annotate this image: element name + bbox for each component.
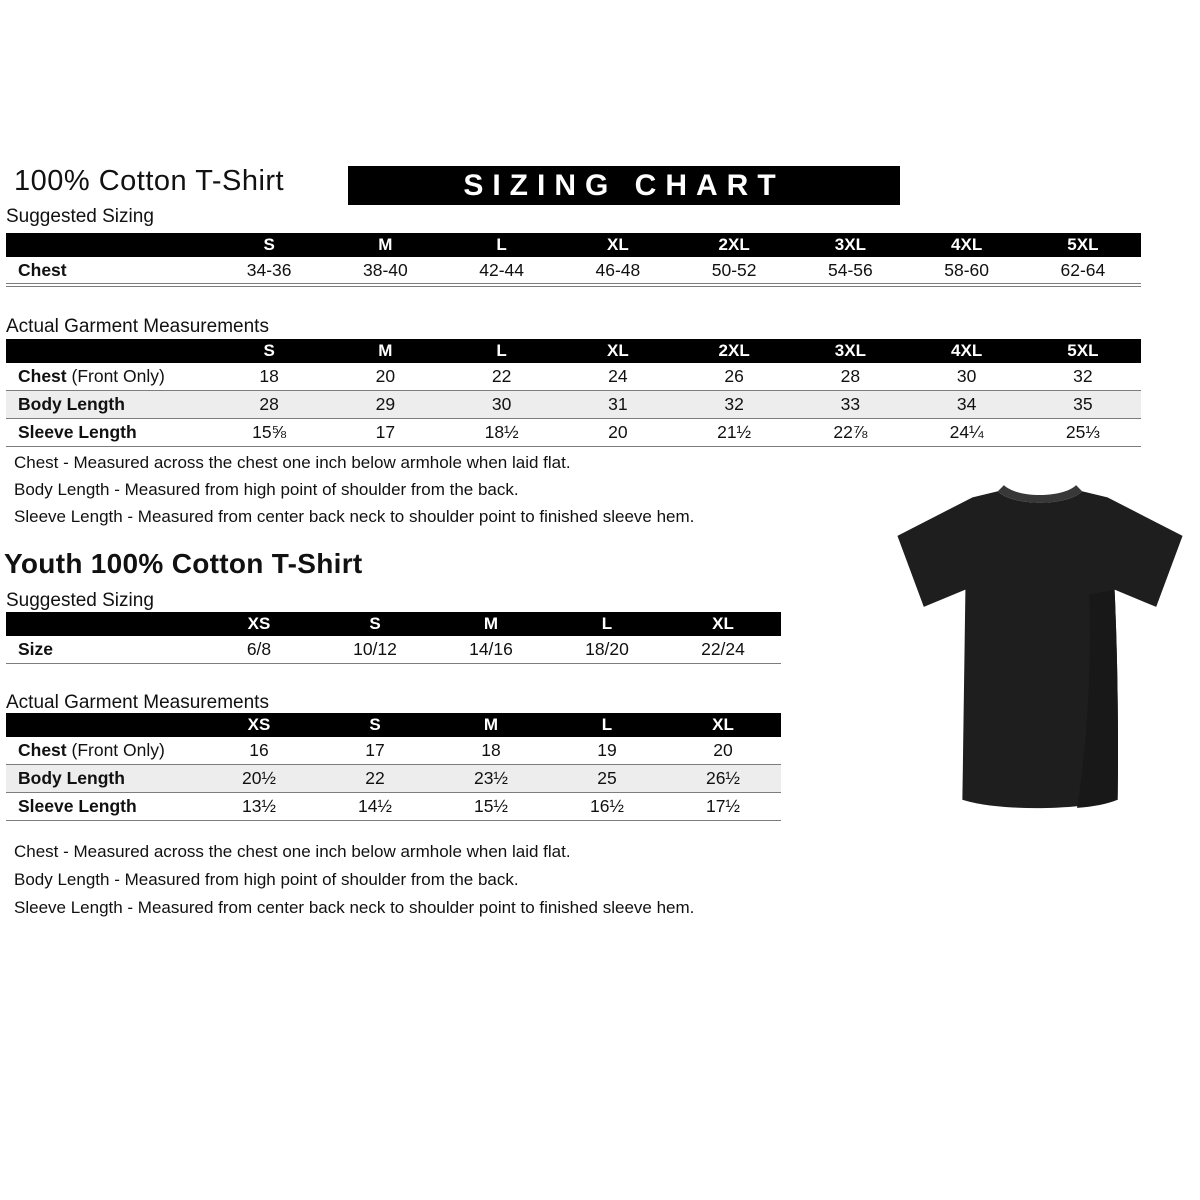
sizing-chart-banner: SIZING CHART: [348, 166, 900, 205]
table-row-sleeve-length: [6, 793, 781, 821]
size-col-header: 4XL: [951, 341, 983, 360]
row-label: Size: [18, 639, 54, 659]
size-col-header: M: [483, 614, 499, 633]
size-col-header: 3XL: [834, 341, 866, 360]
measurement-cell: 10/12: [353, 639, 397, 659]
measurement-cell: 34-36: [246, 259, 292, 280]
measurement-cell: 16½: [589, 796, 625, 816]
youth-actual-table: [6, 713, 781, 821]
row-label: Body Length: [18, 394, 125, 414]
measurement-cell: 14½: [357, 796, 393, 816]
adult-note-chest: Chest - Measured across the chest one inch below armhole when laid flat.: [14, 453, 571, 472]
measurement-cell: 58-60: [944, 259, 989, 280]
size-col-header: 2XL: [718, 235, 750, 254]
measurement-cell: 54-56: [827, 259, 873, 280]
size-col-header: 2XL: [718, 341, 750, 360]
youth-note-chest: Chest - Measured across the chest one inch below armhole when laid flat.: [14, 842, 571, 861]
measurement-cell: 24¼: [949, 422, 984, 442]
measurement-cell: 20: [608, 422, 628, 442]
measurement-cell: 25⅓: [1065, 422, 1100, 442]
size-col-header: S: [263, 341, 275, 360]
table-row-chest: [6, 737, 781, 765]
measurement-cell: 42-44: [479, 259, 524, 280]
size-col-header: XL: [607, 235, 629, 254]
measurement-cell: 14/16: [469, 639, 513, 659]
measurement-cell: 29: [375, 394, 396, 414]
youth-note-body-length: Body Length - Measured from high point of shoulder from the back.: [14, 870, 519, 889]
measurement-cell: 15⅝: [252, 422, 287, 442]
measurement-cell: 23½: [473, 768, 509, 788]
measurement-cell: 17: [375, 422, 396, 442]
adult-note-sleeve-length: Sleeve Length - Measured from center back neck to shoulder point to finished sleeve hem.: [14, 507, 695, 526]
measurement-cell: 20½: [241, 768, 277, 788]
measurement-cell: 6/8: [246, 639, 272, 659]
size-col-header: XL: [712, 614, 734, 633]
size-col-header: XL: [712, 715, 734, 734]
measurement-cell: 62-64: [1060, 259, 1106, 280]
measurement-cell: 17½: [705, 796, 741, 816]
size-col-header: XL: [607, 341, 629, 360]
measurement-cell: 26: [724, 366, 744, 386]
measurement-cell: 25: [597, 768, 617, 788]
youth-actual-header-row: [6, 713, 781, 737]
measurement-cell: 17: [365, 740, 385, 760]
measurement-cell: 21½: [717, 422, 752, 442]
adult-suggested-sizing-label: Suggested Sizing: [6, 206, 154, 227]
size-col-header: 4XL: [951, 235, 983, 254]
measurement-cell: 31: [608, 394, 628, 414]
row-label: Chest: [18, 259, 67, 280]
adult-section-title: 100% Cotton T-Shirt: [14, 165, 285, 197]
adult-note-body-length: Body Length - Measured from high point of shoulder from the back.: [14, 480, 519, 499]
table-row-sleeve-length: [6, 419, 1141, 447]
youth-section-title: Youth 100% Cotton T-Shirt: [4, 548, 363, 579]
size-col-header: XS: [247, 715, 271, 734]
row-label: [6, 366, 211, 387]
adult-suggested-table: [6, 233, 1141, 287]
measurement-cell: 28: [840, 366, 861, 386]
measurement-cell: 20: [375, 366, 396, 386]
size-col-header: M: [378, 341, 393, 360]
size-col-header: 3XL: [834, 235, 866, 254]
measurement-cell: 20: [713, 740, 733, 760]
measurement-cell: 35: [1073, 394, 1093, 414]
measurement-cell: 28: [259, 394, 279, 414]
size-col-header: S: [369, 614, 381, 633]
measurement-cell: 18½: [484, 422, 519, 442]
measurement-cell: 30: [491, 394, 512, 414]
adult-suggested-header-row: [6, 233, 1141, 257]
size-col-header: 5XL: [1067, 235, 1099, 254]
youth-suggested-table: [6, 612, 781, 664]
measurement-cell: 15½: [473, 796, 509, 816]
measurement-cell: 18: [481, 740, 501, 760]
adult-actual-table: [6, 339, 1141, 447]
measurement-cell: 50-52: [711, 259, 757, 280]
size-col-header: M: [483, 715, 499, 734]
measurement-cell: 22: [491, 366, 512, 386]
tshirt-image: [890, 475, 1190, 820]
measurement-cell: 24: [608, 366, 628, 386]
size-col-header: XS: [247, 614, 271, 633]
adult-actual-header-row: [6, 339, 1141, 363]
size-col-header: M: [378, 235, 393, 254]
measurement-cell: 30: [956, 366, 977, 386]
measurement-cell: 13½: [241, 796, 277, 816]
row-label: [6, 740, 201, 761]
measurement-cell: 16: [249, 740, 269, 760]
row-label-suffix: (Front Only): [66, 740, 165, 760]
row-label-main: Chest: [18, 740, 67, 760]
measurement-cell: 19: [597, 740, 617, 760]
row-label: Sleeve Length: [18, 796, 137, 816]
row-label: Sleeve Length: [18, 422, 137, 442]
row-label: Body Length: [18, 768, 125, 788]
size-col-header: L: [601, 614, 613, 633]
size-col-header: S: [369, 715, 381, 734]
row-label-main: Chest: [18, 366, 67, 386]
measurement-cell: 46-48: [595, 259, 641, 280]
table-row-size: [6, 636, 781, 664]
measurement-cell: 32: [724, 394, 744, 414]
measurement-cell: 18/20: [585, 639, 629, 659]
size-col-header: L: [496, 235, 507, 254]
measurement-cell: 22/24: [701, 639, 745, 659]
size-col-header: L: [496, 341, 507, 360]
table-row-body-length: [6, 391, 1141, 419]
youth-note-sleeve-length: Sleeve Length - Measured from center back neck to shoulder point to finished sleeve hem.: [14, 898, 695, 917]
measurement-cell: 32: [1073, 366, 1093, 386]
measurement-cell: 26½: [705, 768, 741, 788]
size-col-header: L: [601, 715, 613, 734]
table-row-body-length: [6, 765, 781, 793]
size-col-header: 5XL: [1067, 341, 1099, 360]
measurement-cell: 18: [259, 366, 279, 386]
youth-suggested-header-row: [6, 612, 781, 636]
youth-actual-measurements-label: Actual Garment Measurements: [6, 692, 269, 713]
measurement-cell: 38-40: [362, 259, 408, 280]
youth-suggested-sizing-label: Suggested Sizing: [6, 590, 154, 611]
measurement-cell: 22⅞: [833, 422, 868, 442]
measurement-cell: 22: [365, 768, 385, 788]
measurement-cell: 34: [956, 394, 977, 414]
row-label-suffix: (Front Only): [66, 366, 165, 386]
adult-actual-measurements-label: Actual Garment Measurements: [6, 316, 269, 337]
size-col-header: S: [263, 235, 275, 254]
table-row-chest: [6, 363, 1141, 391]
table-row-chest-suggested: [6, 257, 1141, 287]
measurement-cell: 33: [840, 394, 861, 414]
